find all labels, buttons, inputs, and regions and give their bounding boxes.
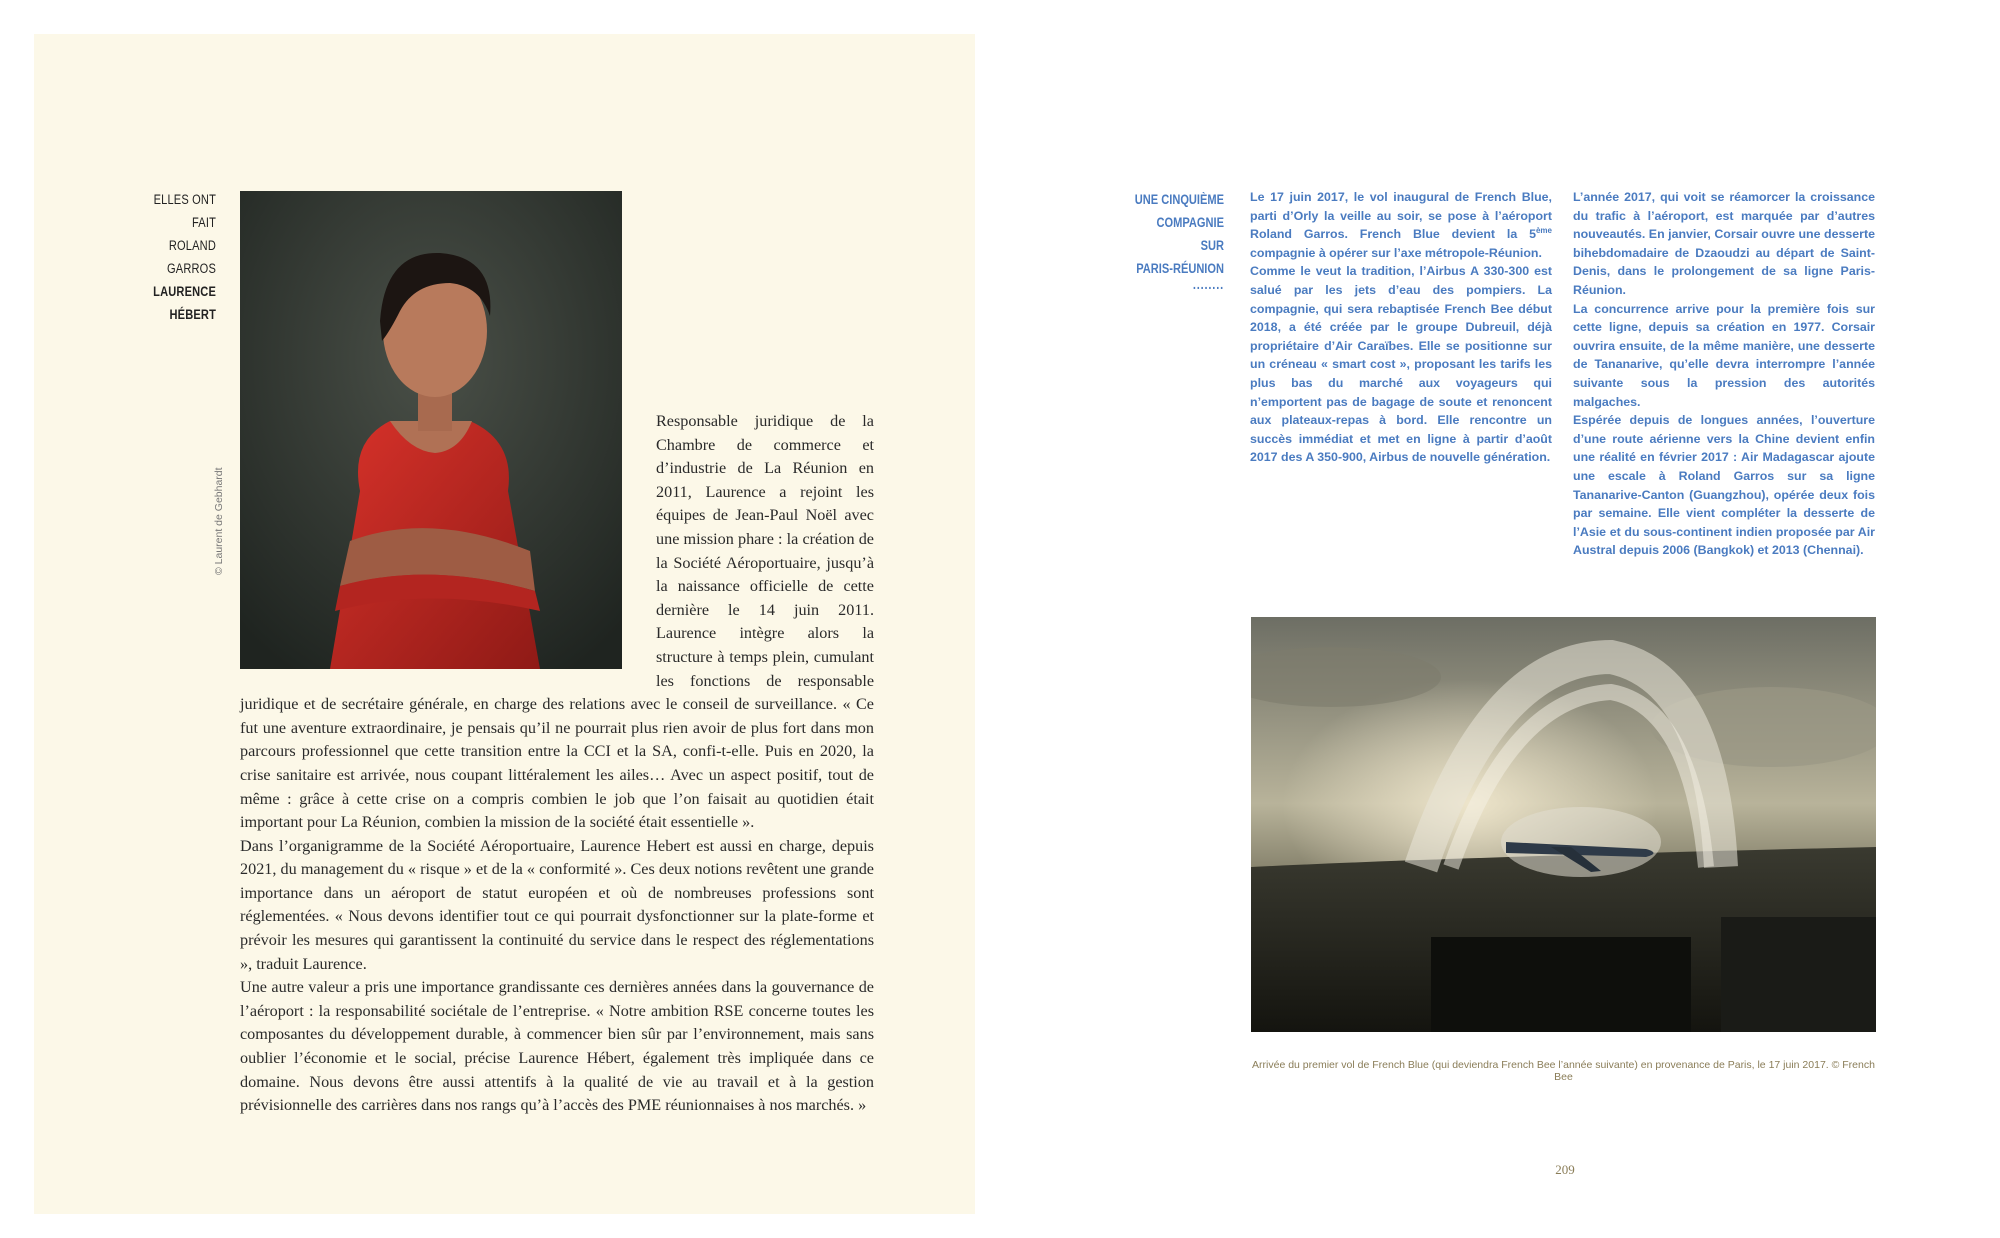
sidebar-heading-line1: UNE CINQUIÈME [1134, 192, 1224, 207]
page-number: 209 [1555, 1162, 1575, 1177]
plane-image [1251, 617, 1876, 1032]
superscript: ème [1535, 226, 1552, 236]
section-label-line2: ROLAND GARROS [167, 238, 216, 276]
photo-caption: Arrivée du premier vol de French Blue (qui deviendra French Bee l’année suivante) en provenance de Paris, le 17 juin 2017. © French Bee [1252, 1059, 1875, 1083]
water-salute-photo [1251, 617, 1876, 1032]
paragraph: Dans l’organigramme de la Société Aéroportuaire, Laurence Hebert est aussi en charge, depuis 2021, du management du « risque » et de la « conformité ». Ces deux notions revêtent une grande importance dans un aéroport de statut européen et où de nombreuses professions sont réglementées. « Nous devons identifier tout ce qui pourrait dysfonctionner sur la plate-forme et prévoir les mesures qui garantissent la continuité du service dans le respect des réglementations », traduit Laurence. [240, 836, 874, 973]
paragraph: Une autre valeur a pris une importance grandissante ces dernières années dans la gouvernance de l’aéroport : la responsabilité sociétale de l’entreprise. « Notre ambition RSE concerne toutes les composantes du développement durable, à commencer bien sûr par l’environnement, mais sans oublier l’économie et le social, précise Laurence Hébert, également très impliquée dans ce domaine. Nous devons être aussi attentifs à la qualité de vie au travail et à la gestion prévisionnelle des carrières dans nos rangs qu’à l’accès des PME réunionnaises à nos marchés. » [240, 978, 874, 1115]
sidebar-heading [1131, 188, 1224, 290]
paragraph: Responsable juridique de la Chambre de commerce et d’industrie de La Réunion en 2011, Laurence a rejoint les équipes de Jean-Paul Noël avec une mission phare : la création de la Société Aéroportuaire, jusqu’à la naissance officielle de cette dernière le 14 juin 2011. Laurence intègre alors la structure à temps plein, cumulant les fonctions de responsable juridique et de secrétaire générale, en charge des relations avec le conseil de surveillance. « Ce fut une aventure extraordinaire, je pensais qu’il ne pourrait plus rien avoir de plus fort dans mon parcours professionnel que cette transition entre la CCI et la SA, confi-t-elle. Puis en 2020, la crise sanitaire est arrivée, nous coupant littéralement les ailes… Avec un aspect positif, tout de même : grâce à cette crise on a compris combien le job que l’on faisait au quotidien était important pour La Réunion, combien la mission de la société était essentielle ». [240, 412, 874, 832]
column-paragraph: L’année 2017, qui voit se réamorcer la croissance du trafic à l’aéroport, est marquée par d’autres nouveautés. En janvier, Corsair ouvre une desserte bihebdomadaire de Dzaoudzi au départ de Saint-Denis, dans le prolongement de sa ligne Paris-Réunion. [1573, 190, 1875, 297]
column-paragraph: Espérée depuis de longues années, l’ouverture d’une route aérienne vers la Chine devient enfin une réalité en février 2017 : Air Madagascar ajoute une escale à Roland Garros sur sa ligne Tananarive-Canton (Guangzhou), opérée deux fois par semaine. Elle vient compléter la desserte de l’Asie et du sous-continent indien proposée par Air Austral depuis 2006 (Bangkok) et 2013 (Chennai). [1573, 413, 1875, 558]
sidebar-heading-line3: SUR [1200, 238, 1224, 253]
text-column-1 [1250, 188, 1552, 467]
text-run: Le 17 juin 2017, le vol inaugural de French Blue, parti d’Orly la veille au soir, se pose à l’aéroport Roland Garros. French Blue devient la 5 [1250, 190, 1552, 242]
section-label-line1: ELLES ONT FAIT [153, 192, 216, 230]
text-column-2 [1573, 188, 1875, 560]
person-first-name: LAURENCE [153, 284, 216, 299]
sidebar-heading-line4: PARIS-RÉUNION [1136, 261, 1224, 276]
portrait-credit: © Laurent de Gebhardt [213, 467, 225, 575]
column-paragraph [1250, 188, 1552, 262]
dotted-divider: ........ [1192, 277, 1224, 292]
column-paragraph: La concurrence arrive pour la première fois sur cette ligne, depuis sa création en 1977. Corsair ouvrira ensuite, de la même manière, une desserte de Tananarive, qu’elle devra interrompre l’année suivante sous la pression des autorités malgaches. [1573, 301, 1875, 409]
column-paragraph: Comme le veut la tradition, l’Airbus A 330-300 est salué par les jets d’eau des pompiers. La compagnie, qui sera rebaptisée French Bee début 2018, a été créée par le groupe Dubreuil, déjà propriétaire d’Air Caraïbes. Elle se positionne sur un créneau « smart cost », proposant les tarifs les plus bas du marché aux voyageurs qui n’emportent pas de bagage de soute et renoncent aux plateaux-repas à bord. Elle rencontre un succès immédiat et met en ligne à partir d’août 2017 des A 350-900, Airbus de nouvelle génération. [1250, 264, 1552, 465]
photo-wrap-spacer [240, 410, 656, 688]
person-last-name: HÉBERT [169, 307, 216, 322]
article-body [240, 410, 874, 1118]
sidebar-heading-line2: COMPAGNIE [1156, 215, 1224, 230]
text-run: compagnie à opérer sur l’axe métropole-Réunion. [1250, 245, 1542, 260]
section-label [137, 188, 216, 326]
